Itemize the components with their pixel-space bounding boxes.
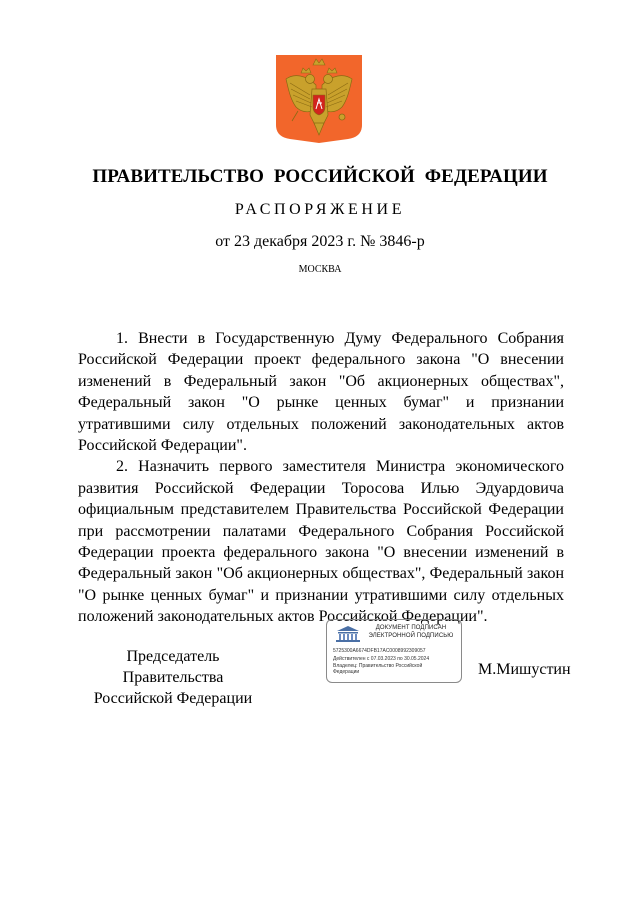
signatory-position-line-2: Российской Федерации (93, 690, 253, 707)
russian-coat-of-arms-icon (276, 55, 362, 143)
order-paragraph-2: 2. Назначить первого заместителя Министра экономического развития Российской Федерации Торосова Илью Эдуардовича официальным представителем Правительства Российской Федерации при рассмотрении палатами Федерального Собрания Российской Федерации проекта федерального закона "О внесении изменений в Федеральный закон "Об акционерных обществах", Федеральный закон "О рынке ценных бумаг" и признании утратившими силу отдельных положений законодательных актов Российской Федерации". (78, 458, 564, 626)
document-type: РАСПОРЯЖЕНИЕ (234, 201, 406, 218)
stamp-title (364, 625, 458, 640)
signatory-name: М.Мишустин (478, 661, 571, 678)
government-building-icon (333, 625, 363, 643)
stamp-title-line-1: ДОКУМЕНТ ПОДПИСАН (375, 625, 447, 631)
stamp-title-line-2: ЭЛЕКТРОННОЙ ПОДПИСЬЮ (368, 632, 454, 639)
stamp-owner-line-1: Владелец: Правительство Российской (333, 663, 423, 669)
stamp-owner-line-2: Федерации (333, 669, 360, 675)
signatory-position-line-1: Председатель Правительства (122, 648, 224, 686)
coat-of-arms-emblem (276, 55, 362, 143)
document-date-number: от 23 декабря 2023 г. № 3846-р (215, 233, 425, 250)
government-title: ПРАВИТЕЛЬСТВО РОССИЙСКОЙ ФЕДЕРАЦИИ (92, 166, 548, 187)
order-paragraph-1: 1. Внести в Государственную Думу Федерального Собрания Российской Федерации проект федерального закона "О внесении изменений в Федеральный закон "Об акционерных обществах", Федеральный закон "О рынке ценных бумаг" и признании утратившими силу отдельных положений законодательных актов Российской Федерации". (78, 330, 564, 455)
document-city: МОСКВА (298, 264, 342, 275)
stamp-validity: Действителен с 07.03.2023 по 30.05.2024 (333, 656, 430, 662)
electronic-signature-stamp (326, 619, 462, 683)
stamp-header (333, 624, 457, 645)
stamp-certificate: 5725300A6674DFB17AC0008992309057 (333, 648, 426, 654)
signatory-position (78, 646, 268, 709)
order-body (78, 328, 564, 628)
